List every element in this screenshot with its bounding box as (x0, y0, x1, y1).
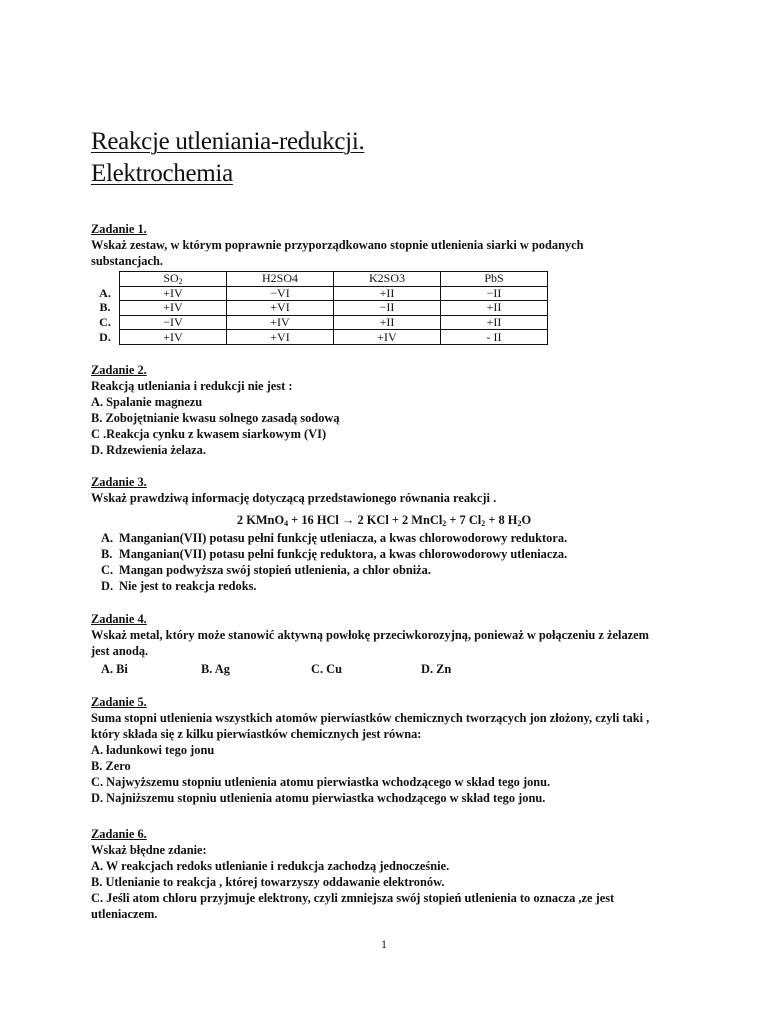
table-cell: - II (441, 330, 548, 345)
task-5-option-c: C. Najwyższemu stopniu utlenienia atomu pierwiastka wchodzącego w skład tego jonu. (91, 775, 551, 789)
row-label: C. (99, 315, 111, 330)
table-cell: +VI (227, 301, 334, 316)
table-header-h2so4: H2SO4 (227, 272, 334, 287)
task-3-heading: Zadanie 3. (91, 475, 147, 489)
oxidation-state-table (91, 271, 548, 345)
table-header-row (91, 272, 548, 287)
task-4-option-d: D. Zn (421, 662, 452, 676)
reaction-equation: 2 KMnO$_4$ + 16 HCl → 2 KCl + 2 MnCl$_2$ + 7 $Cl_2 + 8$ $H_2O$ (236, 513, 532, 528)
task-5-option-b: B. Zero (91, 759, 131, 773)
task-2-question: Reakcją utleniania i redukcji nie jest : (91, 379, 293, 393)
task-2-option-b: B. Zobojętnianie kwasu solnego zasadą sodową (91, 411, 340, 425)
table-cell: +II (441, 315, 548, 330)
table-row (91, 315, 548, 330)
table-row (91, 330, 548, 345)
table-cell: +VI (227, 330, 334, 345)
task-3 (91, 474, 651, 506)
task-4-text-line-2: jest anodą. (91, 644, 149, 658)
title-line-2: Elektrochemia (91, 160, 233, 187)
task-1-text-line-1: Wskaż zestaw, w którym poprawnie przyporządkowano stopnie utlenienia siarki w podanych (91, 238, 584, 252)
table-header-pbs: PbS (441, 272, 548, 287)
task-1 (91, 221, 651, 269)
task-2-option-d: D. Rdzewienia żelaza. (91, 443, 206, 457)
task-5 (91, 694, 651, 806)
task-1-heading: Zadanie 1. (91, 222, 147, 236)
task-3-option-d: D. Nie jest to reakcja redoks. (101, 579, 257, 593)
arrow-icon: → (341, 513, 355, 527)
task-4 (91, 611, 651, 659)
task-6-heading: Zadanie 6. (91, 827, 147, 841)
task-5-text-line-1: Suma stopni utlenienia wszystkich atomów pierwiastków chemicznych tworzących jon złożony, czyli taki , (91, 711, 650, 725)
task-3-question: Wskaż prawdziwą informację dotyczącą przedstawionego równania reakcji . (91, 491, 497, 505)
row-label: A. (99, 285, 111, 300)
task-5-heading: Zadanie 5. (91, 695, 147, 709)
task-4-option-c: C. Cu (311, 662, 342, 676)
table-header-k2so3: K2SO3 (334, 272, 441, 287)
task-5-option-d: D. Najniższemu stopniu utlenienia atomu pierwiastka wchodzącego w skład tego jonu. (91, 791, 546, 805)
table-cell: −II (334, 301, 441, 316)
table-cell: −VI (227, 286, 334, 301)
task-4-heading: Zadanie 4. (91, 612, 147, 626)
task-1-text-line-2: substancjach. (91, 254, 163, 268)
task-5-option-a: A. ładunkowi tego jonu (91, 743, 215, 757)
table-cell: +II (334, 315, 441, 330)
task-2-heading: Zadanie 2. (91, 363, 147, 377)
task-3-option-a: A. Manganian(VII) potasu pełni funkcję utleniacza, a kwas chlorowodorowy reduktora. (101, 531, 568, 545)
table-cell: +IV (120, 286, 227, 301)
task-6 (91, 826, 679, 922)
table-row (91, 286, 548, 301)
table-row (91, 301, 548, 316)
task-6-question: Wskaż błędne zdanie: (91, 843, 207, 857)
task-2 (91, 362, 651, 458)
task-4-option-b: B. Ag (201, 662, 230, 676)
document-title (91, 126, 364, 190)
task-5-text-line-2: który składa się z kilku pierwiastków chemicznych jest równa: (91, 727, 422, 741)
table-cell: +II (334, 286, 441, 301)
task-3-option-c: C. Mangan podwyższa swój stopień utlenienia, a chlor obniża. (101, 563, 431, 577)
title-line-1: Reakcje utleniania-redukcji. (91, 128, 365, 155)
table-cell: −IV (120, 315, 227, 330)
task-3-options (91, 530, 651, 594)
task-3-option-b: B. Manganian(VII) potasu pełni funkcję reduktora, a kwas chlorowodorowy utleniacza. (101, 547, 568, 561)
table-header-so2: $SO_2$ (120, 272, 227, 287)
task-2-option-a: A. Spalanie magnezu (91, 395, 203, 409)
table-cell: +IV (227, 315, 334, 330)
table-cell: +IV (120, 301, 227, 316)
task-4-option-a: A. Bi (101, 662, 128, 676)
task-6-option-b: B. Utlenianie to reakcja , której towarzyszy oddawanie elektronów. (91, 875, 445, 889)
task-6-option-a: A. W reakcjach redoks utlenianie i redukcja zachodzą jednocześnie. (91, 859, 450, 873)
table-corner (91, 272, 120, 287)
task-4-text-line-1: Wskaż metal, który może stanowić aktywną powłokę przeciwkorozyjną, ponieważ w połączeniu z żelazem (91, 628, 649, 642)
task-2-option-c: C .Reakcja cynku z kwasem siarkowym (VI) (91, 427, 327, 441)
table-cell: −II (441, 286, 548, 301)
page-number: 1 (381, 937, 387, 951)
table-cell: +IV (120, 330, 227, 345)
task-6-option-c-line-2: utleniaczem. (91, 907, 158, 921)
table-cell: +II (441, 301, 548, 316)
row-label: D. (99, 329, 111, 344)
task-6-option-c-line-1: C. Jeśli atom chloru przyjmuje elektrony, czyli zmniejsza swój stopień utlenienia to oznacza ,ze jest (91, 891, 615, 905)
row-label: B. (99, 300, 111, 315)
table-cell: +IV (334, 330, 441, 345)
